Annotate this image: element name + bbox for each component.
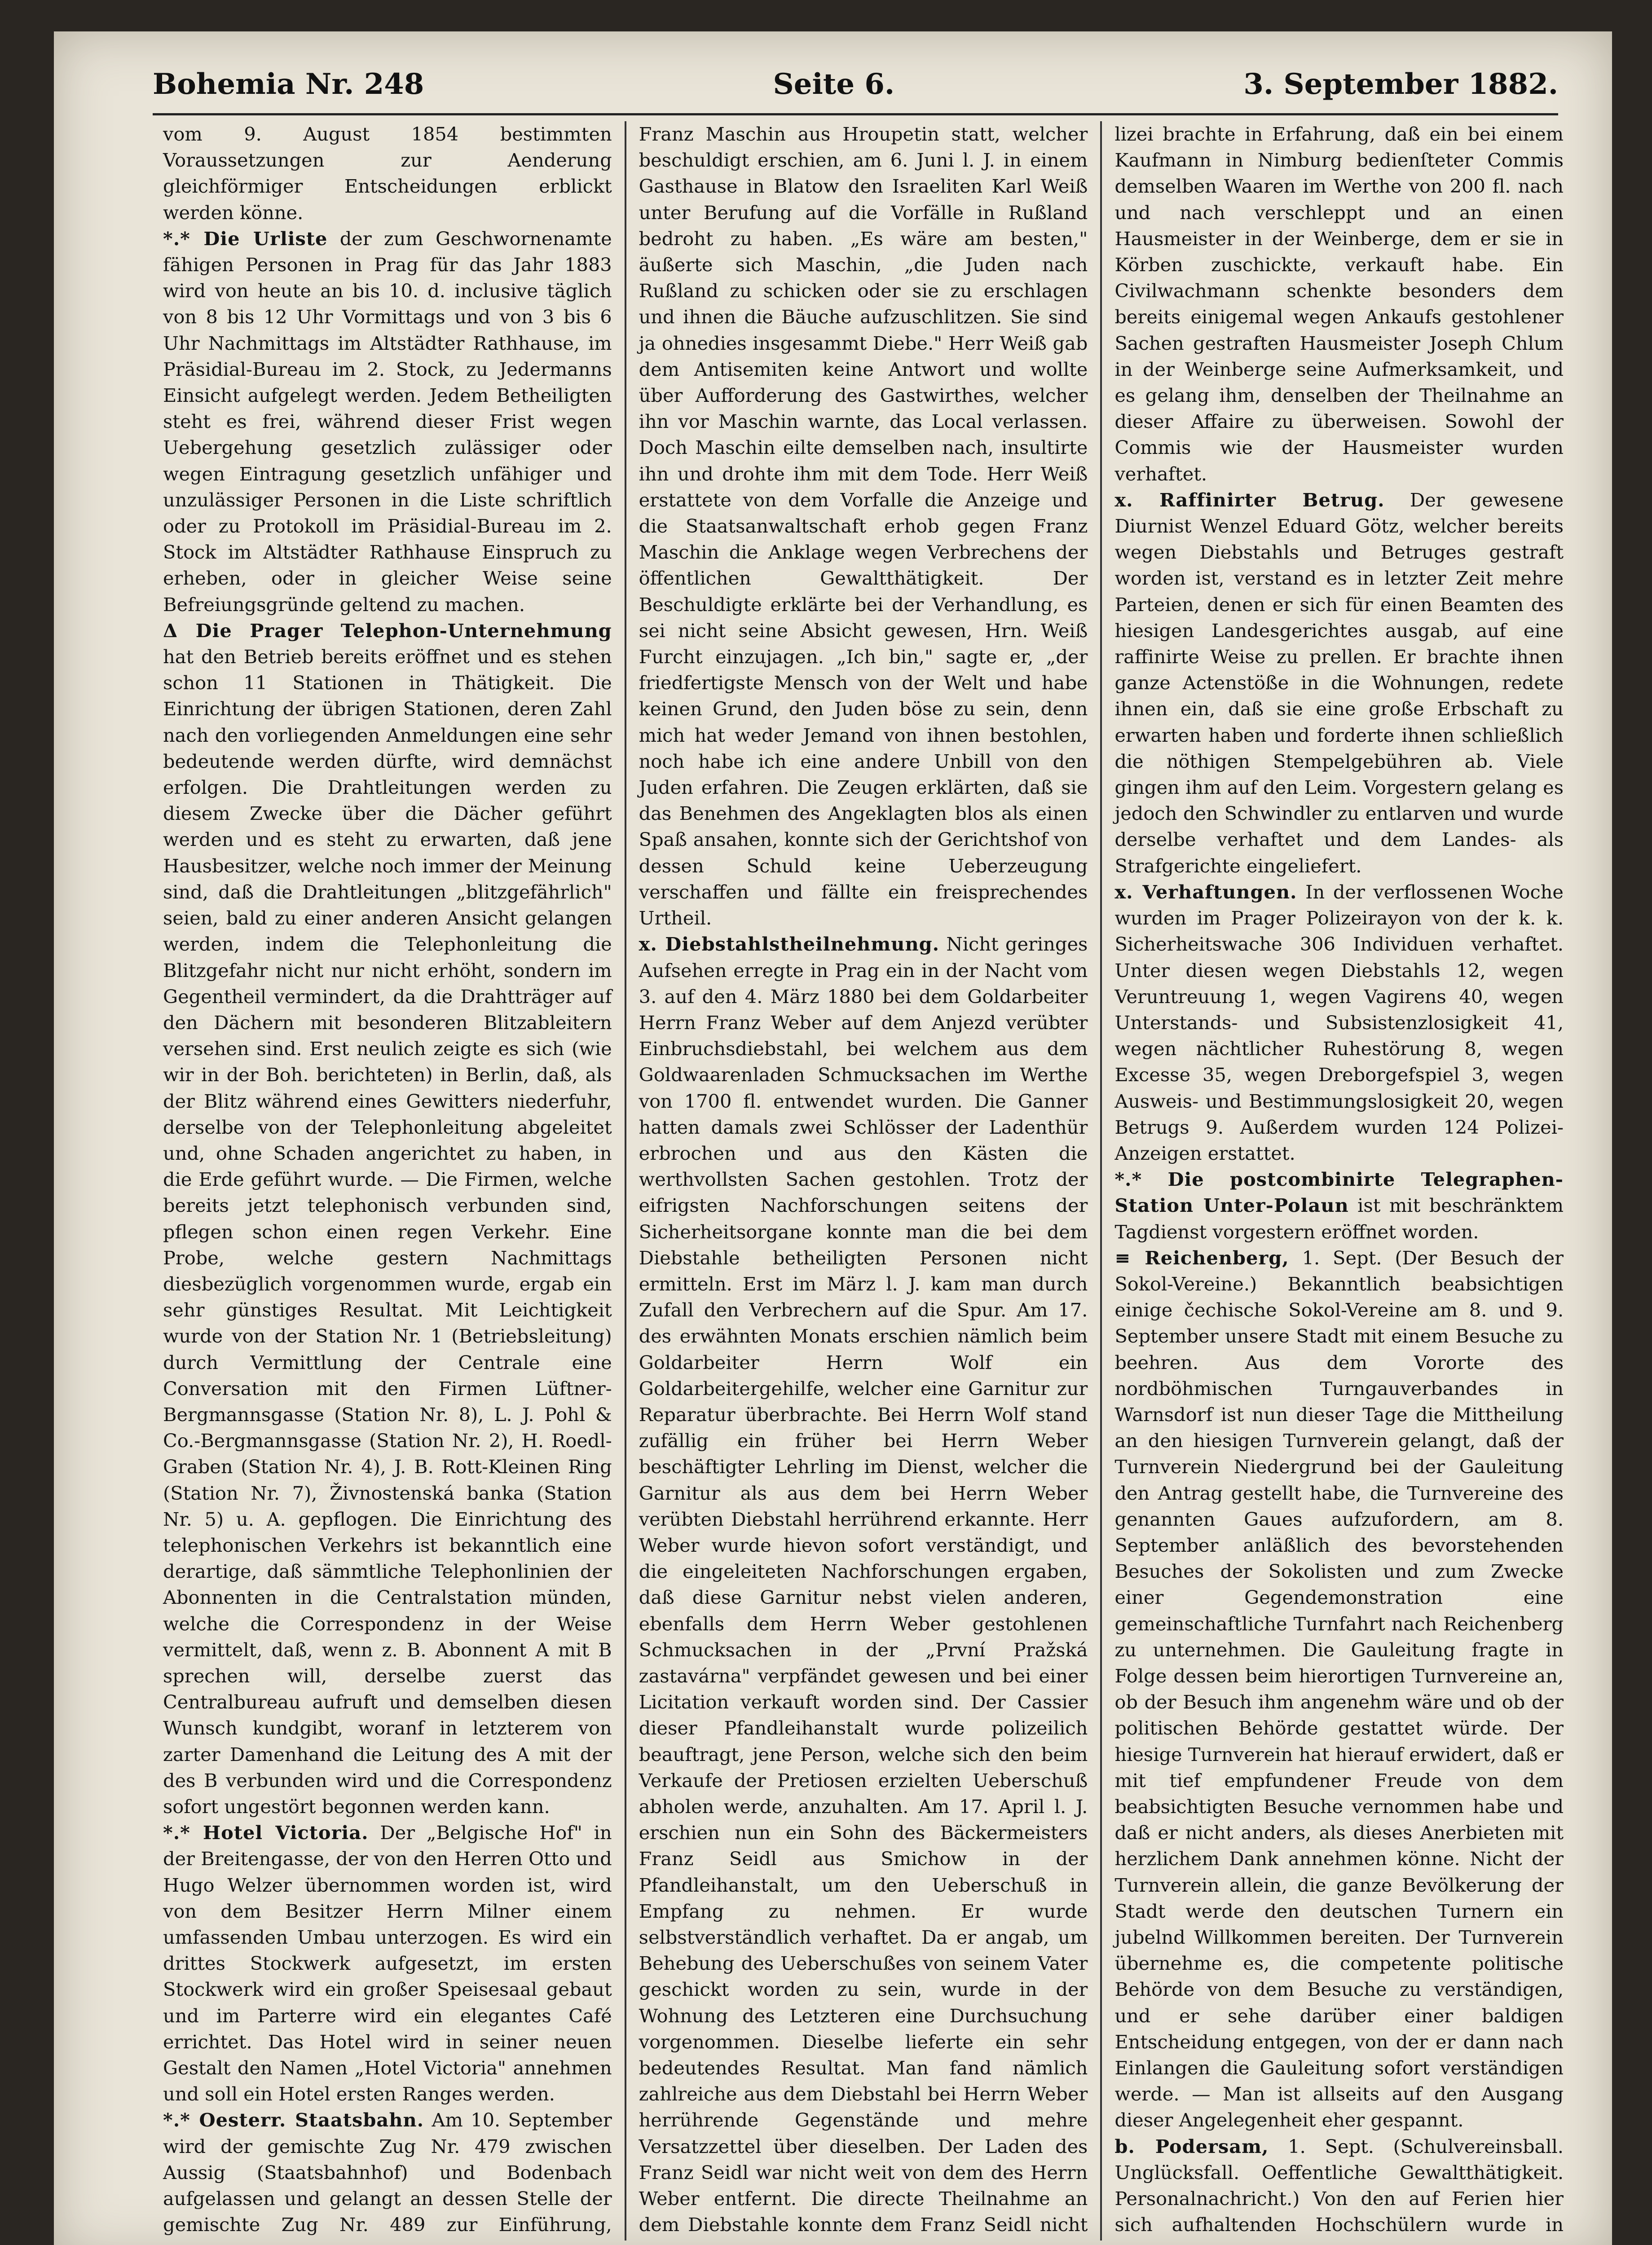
- header-issue: Bohemia Nr. 248: [153, 67, 424, 101]
- article-heading: ≡ Reichenberg,: [1115, 1246, 1289, 1269]
- article-text: Nicht geringes Aufsehen erregte in Prag ein in der Nacht vom 3. auf den 4. März 1880 bei dem Goldarbeiter Herrn Franz Weber auf dem Anjezd verübter Einbruchsdiebstahl, bei welchem aus dem Goldwaarenladen Schmucksachen im Werthe von 1700 fl. entwendet wurden. Die Ganner hatten damals zwei Schlösser der Ladenthür erbrochen und aus den Kästen die werthvollsten Sachen gestohlen. Trotz der eifrigsten Nachforschungen seitens der Sicherheitsorgane konnte man die bei dem Diebstahle betheiligten Personen nicht ermitteln. Erst im März l. J. kam man durch Zufall den Verbrechern auf die Spur. Am 17. des erwähnten Monats erschien nämlich beim Goldarbeiter Herrn Wolf ein Goldarbeitergehilfe, welcher eine Garnitur zur Reparatur überbrachte. Bei Herrn Wolf stand zufällig ein früher bei Herrn Weber beschäftigter Lehrling im Dienst, welcher die Garnitur als aus dem bei Herrn Weber verübten Diebstahl herrührend erkannte. Herr Weber wurde hievon sofort verständigt, und die eingeleiteten Nachforschungen ergaben, daß diese Garnitur nebst vielen anderen, ebenfalls dem Herrn Weber gestohlenen Schmucksachen in der „První Pražská zastavárna" verpfändet gewesen und bei einer Licitation verkauft worden sind. Der Cassier dieser Pfandleihanstalt wurde polizeilich beauftragt, jene Person, welche sich den beim Verkaufe der Pretiosen erzielten Ueberschuß abholen werde, anzuhalten. Am 17. April l. J. erschien nun ein Sohn des Bäckermeisters Franz Seidl aus Smichow in der Pfandleihanstalt, um den Ueberschuß in Empfang zu nehmen. Er wurde selbstverständlich verhaftet. Da er angab, um Behebung des Ueberschußes von seinem Vater geschickt worden zu sein, wurde in der Wohnung des Letzteren eine Durchsuchung vorgenommen. Dieselbe lieferte ein sehr bedeutendes Resultat. Man fand nämlich zahlreiche aus dem Diebstahl bei Herrn Weber herrührende Gegenstände und mehre Versatzzettel über dieselben. Der Laden des Franz Seidl war nicht weit von dem des Herrn Weber entfernt. Die directe Theilnahme an dem Diebstahle konnte dem Franz Seidl nicht: [639, 933, 1088, 2236]
- page-header: [153, 55, 1558, 115]
- article-heading: x. Diebstahlstheilnehmung.: [639, 933, 940, 955]
- article-text: Der „Belgische Hof" in der Breitengasse, der von den Herren Otto und Hugo Welzer übernommen worden ist, wird von dem Besitzer Herrn Milner einem umfassenden Umbau unterzogen. Es wird ein drittes Stockwerk aufgesetzt, im ersten Stockwerk wird ein großer Speisesaal gebaut und im Parterre wird ein elegantes Café errichtet. Das Hotel wird in seiner neuen Gestalt den Namen „Hotel Victoria" annehmen und soll ein Hotel ersten Ranges werden.: [163, 1822, 612, 2105]
- article-heading: x. Raffinirter Betrug.: [1115, 489, 1385, 511]
- article-paragraph: [163, 1820, 612, 2107]
- article-paragraph: [163, 618, 612, 1820]
- article-paragraph: [1115, 1245, 1564, 2134]
- article-heading: x. Verhaftungen.: [1115, 880, 1297, 903]
- article-text: vom 9. August 1854 bestimmten Voraussetzungen zur Aenderung gleichförmiger Entscheidungen erblickt werden könne.: [163, 123, 612, 224]
- article-heading: *.* Hotel Victoria.: [163, 1822, 369, 1844]
- article-paragraph: [163, 2107, 612, 2241]
- header-date: 3. September 1882.: [1243, 67, 1558, 101]
- column-1: [150, 121, 625, 2241]
- article-paragraph: [1115, 487, 1564, 879]
- article-heading: *.* Die Urliste: [163, 227, 328, 250]
- article-text: Der gewesene Diurnist Wenzel Eduard Götz, welcher bereits wegen Diebstahls und Betruges gestraft worden ist, verstand es in letzter Zeit mehre Parteien, denen er sich für einen Beamten des hiesigen Landesgerichtes ausgab, auf eine raffinirte Weise zu prellen. Er brachte ihnen ganze Actenstöße in die Wohnungen, redete ihnen ein, daß sie eine große Erbschaft zu erwarten haben und forderte ihnen schließlich die nöthigen Stempelgebühren ab. Viele gingen ihm auf den Leim. Vorgestern gelang es jedoch den Schwindler zu entlarven und wurde derselbe verhaftet und dem Landes- als Strafgerichte eingeliefert.: [1115, 489, 1564, 877]
- newspaper-page: [54, 31, 1612, 2245]
- article-paragraph: [639, 121, 1088, 931]
- article-heading: *.* Oesterr. Staatsbahn.: [163, 2109, 424, 2131]
- article-text: der zum Geschwornenamte fähigen Personen in Prag für das Jahr 1883 wird von heute an bis 10. d. inclusive täglich von 8 bis 12 Uhr Vormittags und von 3 bis 6 Uhr Nachmittags im Altstädter Rathhause, im Präsidial-Bureau im 2. Stock, zu Jedermanns Einsicht aufgelegt werden. Jedem Betheiligten steht es frei, während dieser Frist wegen Uebergehung gesetzlich zulässiger oder wegen Eintragung gesetzlich unfähiger und unzulässiger Personen in die Liste schriftlich oder zu Protokoll im Präsidial-Bureau im 2. Stock im Altstädter Rathhause Einspruch zu erheben, oder in gleicher Weise seine Befreiungsgründe geltend zu machen.: [163, 227, 612, 616]
- article-heading: b. Podersam,: [1115, 2135, 1269, 2157]
- header-page-number: Seite 6.: [773, 67, 895, 101]
- article-paragraph: [163, 121, 612, 226]
- article-text: In der verflossenen Woche wurden im Prager Polizeirayon von der k. k. Sicherheitswache 306 Individuen verhaftet. Unter diesen wegen Diebstahls 12, wegen Veruntreuung 1, wegen Vagirens 40, wegen Unterstands- und Subsistenzlosigkeit 41, wegen nächtlicher Ruhestörung 8, wegen Excesse 35, wegen Dreborgefspiel 3, wegen Ausweis- und Bestimmungslosigkeit 20, wegen Betrugs 9. Außerdem wurden 124 Polizei-Anzeigen erstattet.: [1115, 880, 1564, 1164]
- column-2: [625, 121, 1101, 2241]
- article-text: 1. Sept. (Schulvereinsball. Unglücksfall. Oeffentliche Gewaltthätigkeit. Personalnachricht.) Von den auf Ferien hier sich aufhaltenden Hochschülern wurde in: [1115, 2135, 1564, 2236]
- article-text: Am 10. September wird der gemischte Zug Nr. 479 zwischen Aussig (Staatsbahnhof) und Bodenbach aufgelassen und gelangt an dessen Stelle der gemischte Zug Nr. 489 zur Einführung,: [163, 2109, 612, 2236]
- article-paragraph: [1115, 121, 1564, 487]
- article-paragraph: [639, 931, 1088, 2241]
- article-columns: [150, 121, 1576, 2241]
- article-paragraph: [163, 226, 612, 618]
- column-3: [1100, 121, 1576, 2241]
- article-text: Franz Maschin aus Hroupetin statt, welcher beschuldigt erschien, am 6. Juni l. J. in einem Gasthause in Blatow den Israeliten Karl Weiß unter Berufung auf die Vorfälle in Rußland bedroht zu haben. „Es wäre am besten," äußerte sich Maschin, „die Juden nach Rußland zu schicken oder sie zu erschlagen und ihnen die Bäuche aufzuschlitzen. Sie sind ja ohnedies insgesammt Diebe." Herr Weiß gab dem Antisemiten keine Antwort und wollte über Aufforderung des Gastwirthes, welcher ihn vor Maschin warnte, das Local verlassen. Doch Maschin eilte demselben nach, insultirte ihn und drohte ihm mit dem Tode. Herr Weiß erstattete von dem Vorfalle die Anzeige und die Staatsanwaltschaft erhob gegen Franz Maschin die Anklage wegen Verbrechens der öffentlichen Gewaltthätigkeit. Der Beschuldigte erklärte bei der Verhandlung, es sei nicht seine Absicht gewesen, Hrn. Weiß Furcht einzujagen. „Ich bin," sagte er, „der friedfertigste Mensch von der Welt und habe keinen Grund, den Juden böse zu sein, denn mich hat weder Jemand von ihnen bestohlen, noch habe ich eine andere Unbill von den Juden erfahren. Die Zeugen erklärten, daß sie das Benehmen des Angeklagten blos als einen Spaß ansahen, konnte sich der Gerichtshof von dessen Schuld keine Ueberzeugung verschaffen und fällte ein freisprechendes Urtheil.: [639, 123, 1088, 929]
- article-text: hat den Betrieb bereits eröffnet und es stehen schon 11 Stationen in Thätigkeit. Die Einrichtung der übrigen Stationen, deren Zahl nach den vorliegenden Anmeldungen eine sehr bedeutende werden dürfte, wird demnächst erfolgen. Die Drahtleitungen werden zu diesem Zwecke über die Dächer geführt werden und es steht zu erwarten, daß jene Hausbesitzer, welche noch immer der Meinung sind, daß die Drahtleitungen „blitzgefährlich" seien, bald zu einer anderen Ansicht gelangen werden, indem die Telephonleitung die Blitzgefahr nicht nur nicht erhöht, sondern im Gegentheil vermindert, da die Drahtträger auf den Dächern mit besonderen Blitzableitern versehen sind. Erst neulich zeigte es sich (wie wir in der Boh. berichteten) in Berlin, daß, als der Blitz während eines Gewitters niederfuhr, derselbe von der Telephonleitung abgeleitet und, ohne Schaden angerichtet zu haben, in die Erde geführt wurde. — Die Firmen, welche bereits jetzt telephonisch verbunden sind, pflegen schon einen regen Verkehr. Eine Probe, welche gestern Nachmittags diesbezüglich vorgenommen wurde, ergab ein sehr günstiges Resultat. Mit Leichtigkeit wurde von der Station Nr. 1 (Betriebsleitung) durch Vermittlung der Centrale eine Conversation mit den Firmen Lüftner-Bergmannsgasse (Station Nr. 8), L. J. Pohl & Co.-Bergmannsgasse (Station Nr. 2), H. Roedl-Graben (Station Nr. 4), J. B. Rott-Kleinen Ring (Station Nr. 7), Živnostenská banka (Station Nr. 5) u. A. gepflogen. Die Einrichtung des telephonischen Verkehrs ist bekanntlich eine derartige, daß sämmtliche Telephonlinien der Abonnenten in die Centralstation münden, welche die Correspondenz in der Weise vermittelt, daß, wenn z. B. Abonnent A mit B sprechen will, derselbe zuerst das Centralbureau aufruft und demselben diesen Wunsch kundgibt, woranf in letzterem von zarter Damenhand die Leitung des A mit der des B verbunden wird und die Correspondenz sofort ungestört begonnen werden kann.: [163, 646, 612, 1818]
- article-heading: *.* Die postcombinirte Telegraphen-Station Unter-Polaun: [1115, 1168, 1564, 1217]
- article-text: 1. Sept. (Der Besuch der Sokol-Vereine.) Bekanntlich beabsichtigen einige čechische Sokol-Vereine am 8. und 9. September unsere Stadt mit einem Besuche zu beehren. Aus dem Vororte des nordböhmischen Turngauverbandes in Warnsdorf ist nun dieser Tage die Mittheilung an den hiesigen Turnverein gelangt, daß der Turnverein Niedergrund bei der Gauleitung den Antrag gestellt habe, die Turnvereine des genannten Gaues aufzufordern, am 8. September anläßlich des bevorstehenden Besuches der Sokolisten und zum Zwecke einer Gegendemonstration eine gemeinschaftliche Turnfahrt nach Reichenberg zu unternehmen. Die Gauleitung fragte in Folge dessen beim hierortigen Turnvereine an, ob der Besuch ihm angenehm wäre und ob der politischen Behörde gestattet würde. Der hiesige Turnverein hat hierauf erwidert, daß er mit tief empfundener Freude von dem beabsichtigten Besuche vernommen habe und daß er nicht anders, als dieses Anerbieten mit herzlichem Dank annehmen könne. Nicht der Turnverein allein, die ganze Bevölkerung der Stadt werde den deutschen Turnern ein jubelnd Willkommen bereiten. Der Turnverein übernehme es, die competente politische Behörde von dem Besuche zu verständigen, und er sehe darüber einer baldigen Entscheidung entgegen, von der er dann nach Einlangen die Gauleitung sofort verständigen werde. — Man ist allseits auf den Ausgang dieser Angelegenheit eher gespannt.: [1115, 1246, 1564, 2131]
- article-text: ist mit beschränktem Tagdienst vorgestern eröffnet worden.: [1115, 1194, 1564, 1243]
- article-paragraph: [1115, 1167, 1564, 1245]
- article-heading: Δ Die Prager Telephon-Unternehmung: [163, 619, 612, 642]
- article-paragraph: [1115, 879, 1564, 1167]
- article-paragraph: [1115, 2134, 1564, 2241]
- article-text: lizei brachte in Erfahrung, daß ein bei einem Kaufmann in Nimburg bedienſteter Commis demselben Waaren im Werthe von 200 fl. nach und nach verschleppt und an einen Hausmeister in der Weinberge, dem er sie in Körben zuschickte, verkauft habe. Ein Civilwachmann schenkte besonders dem bereits einigemal wegen Ankaufs gestohlener Sachen gestraften Hausmeister Joseph Chlum in der Weinberge seine Aufmerksamkeit, und es gelang ihm, denselben der Theilnahme an dieser Affaire zu überweisen. Sowohl der Commis wie der Hausmeister wurden verhaftet.: [1115, 123, 1564, 485]
